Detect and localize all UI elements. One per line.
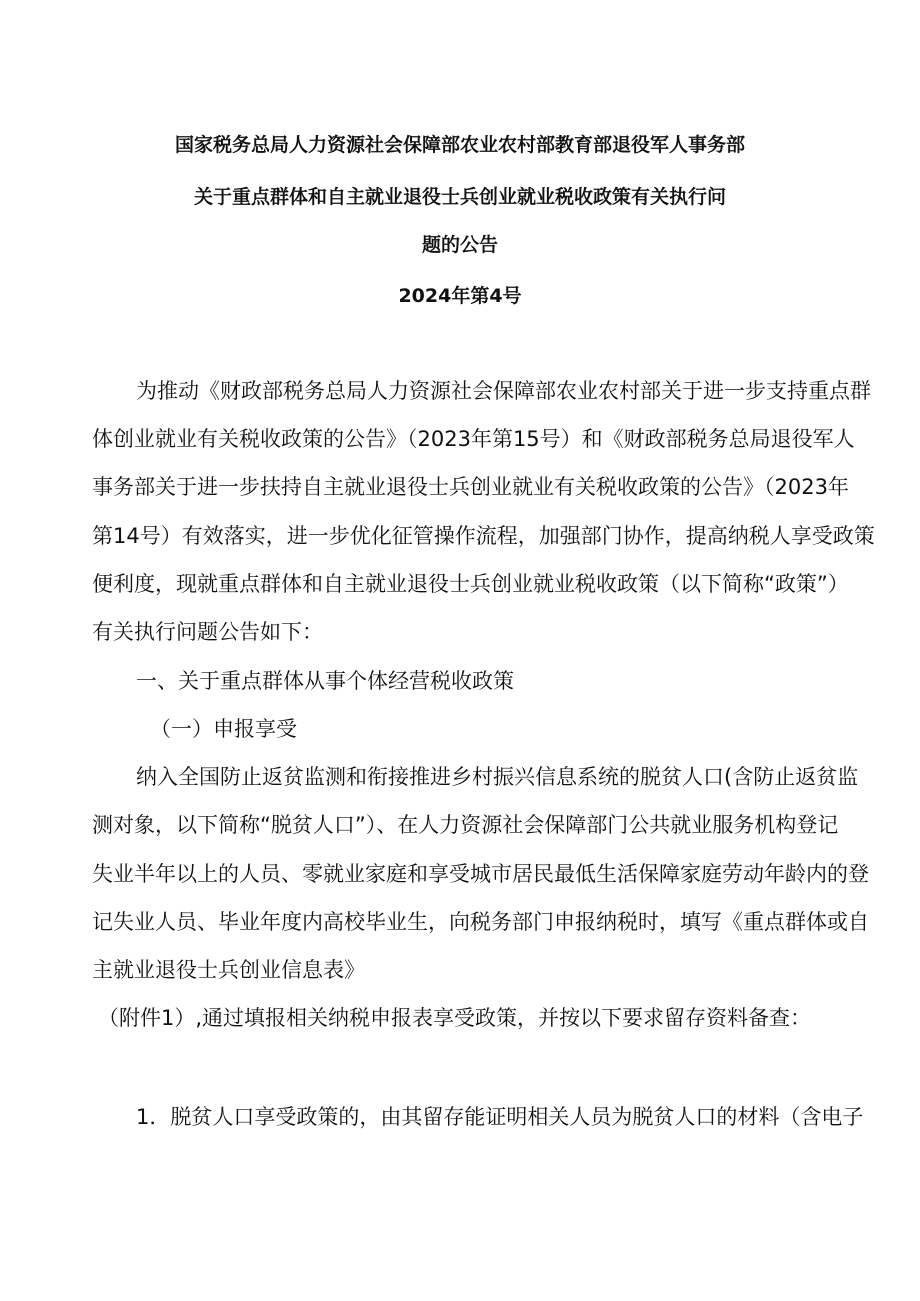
item-1-line: 1．脱贫人口享受政策的，由其留存能证明相关人员为脱贫人口的材料（含电子 — [136, 1105, 864, 1129]
document-number: 2024年第4号 — [398, 285, 522, 307]
body-line-4: 记失业人员、毕业年度内高校毕业生，向税务部门申报纳税时，填写《重点群体或自 — [92, 910, 869, 934]
intro-line-2: 体创业就业有关税收政策的公告》（2023年第15号）和《财政部税务总局退役军人 — [92, 427, 855, 451]
subsection-1-heading: （一）申报享受 — [150, 717, 297, 741]
body-line-1: 纳入全国防止返贫监测和衔接推进乡村振兴信息系统的脱贫人口(含防止返贫监 — [136, 765, 859, 789]
body-line-3: 失业半年以上的人员、零就业家庭和享受城市居民最低生活保障家庭劳动年龄内的登 — [92, 862, 869, 886]
title-line-3: 题的公告 — [421, 234, 498, 256]
title-line-1: 国家税务总局人力资源社会保障部农业农村部教育部退役军人事务部 — [174, 134, 745, 156]
intro-line-5: 便利度，现就重点群体和自主就业退役士兵创业就业税收政策（以下简称“政策”） — [92, 572, 849, 596]
intro-line-1: 为推动《财政部税务总局人力资源社会保障部农业农村部关于进一步支持重点群 — [136, 379, 871, 403]
intro-line-6: 有关执行问题公告如下： — [92, 620, 323, 644]
body-line-2: 测对象，以下简称“脱贫人口”）、在人力资源社会保障部门公共就业服务机构登记 — [92, 813, 839, 837]
intro-line-3: 事务部关于进一步扶持自主就业退役士兵创业就业有关税收政策的公告》（2023年 — [92, 475, 849, 499]
attachment-line: （附件1）,通过填报相关纳税申报表享受政策，并按以下要求留存资料备查： — [98, 1006, 812, 1030]
title-line-2: 关于重点群体和自主就业退役士兵创业就业税收政策有关执行问 — [193, 186, 726, 208]
intro-line-4: 第14号）有效落实，进一步优化征管操作流程，加强部门协作，提高纳税人享受政策 — [92, 524, 875, 548]
body-line-5: 主就业退役士兵创业信息表》 — [92, 958, 365, 982]
section-1-heading: 一、关于重点群体从事个体经营税收政策 — [136, 669, 514, 693]
